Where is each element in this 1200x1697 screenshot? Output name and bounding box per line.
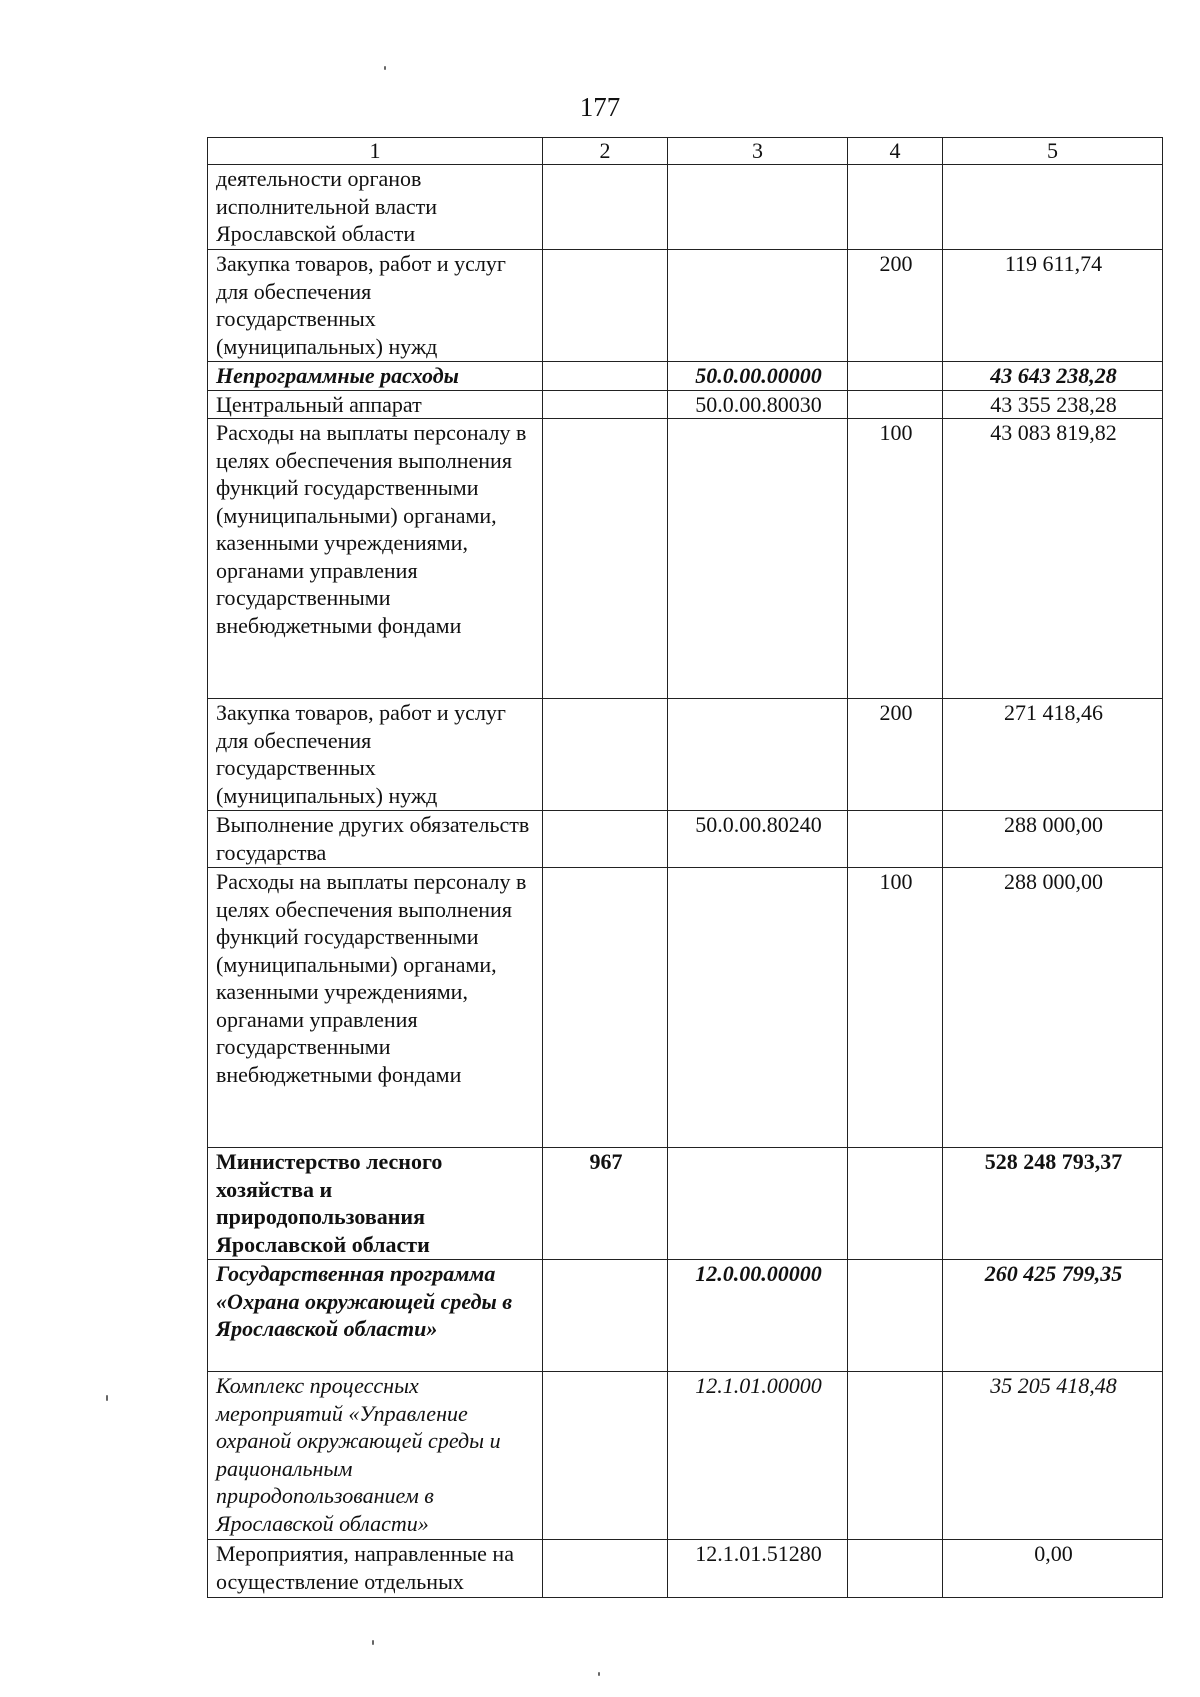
row-name: Расходы на выплаты персоналу в целях обеспечения выполнения функций государственными (муниципальными) органами, казенными учреждениями, органами управления государственными внебюджетными фондами xyxy=(208,419,543,699)
table-row xyxy=(208,868,1163,1148)
row-expense-type: 200 xyxy=(848,250,943,362)
row-target-code xyxy=(668,868,848,1148)
column-number-5: 5 xyxy=(943,138,1163,165)
row-amount: 43 643 238,28 xyxy=(943,362,1163,391)
budget-table xyxy=(207,137,1163,1598)
row-name: Комплекс процессных мероприятий «Управление охраной окружающей среды и рациональным природопользованием в Ярославской области» xyxy=(208,1372,543,1540)
row-expense-type: 100 xyxy=(848,868,943,1148)
row-amount: 35 205 418,48 xyxy=(943,1372,1163,1540)
row-amount xyxy=(943,165,1163,250)
row-amount: 271 418,46 xyxy=(943,699,1163,811)
table-row xyxy=(208,1540,1163,1598)
row-department xyxy=(543,1372,668,1540)
row-amount: 288 000,00 xyxy=(943,811,1163,868)
scan-speck xyxy=(106,1395,108,1401)
column-number-1: 1 xyxy=(208,138,543,165)
row-name: Центральный аппарат xyxy=(208,390,543,419)
table-row xyxy=(208,419,1163,699)
row-name: Непрограммные расходы xyxy=(208,362,543,391)
row-amount: 119 611,74 xyxy=(943,250,1163,362)
row-expense-type xyxy=(848,390,943,419)
table-row xyxy=(208,811,1163,868)
row-name: Государственная программа «Охрана окружающей среды в Ярославской области» xyxy=(208,1260,543,1372)
row-target-code: 50.0.00.80030 xyxy=(668,390,848,419)
row-target-code: 12.1.01.51280 xyxy=(668,1540,848,1598)
row-expense-type xyxy=(848,1540,943,1598)
row-target-code xyxy=(668,165,848,250)
row-name: Закупка товаров, работ и услуг для обеспечения государственных (муниципальных) нужд xyxy=(208,250,543,362)
row-department xyxy=(543,699,668,811)
row-department xyxy=(543,419,668,699)
row-name: деятельности органов исполнительной власти Ярославской области xyxy=(208,165,543,250)
row-expense-type xyxy=(848,1372,943,1540)
row-expense-type xyxy=(848,1148,943,1260)
row-expense-type: 200 xyxy=(848,699,943,811)
column-number-2: 2 xyxy=(543,138,668,165)
row-amount: 260 425 799,35 xyxy=(943,1260,1163,1372)
row-name: Закупка товаров, работ и услуг для обеспечения государственных (муниципальных) нужд xyxy=(208,699,543,811)
row-amount: 43 355 238,28 xyxy=(943,390,1163,419)
table-row xyxy=(208,699,1163,811)
table-row xyxy=(208,362,1163,391)
row-expense-type xyxy=(848,165,943,250)
row-department: 967 xyxy=(543,1148,668,1260)
row-target-code: 50.0.00.00000 xyxy=(668,362,848,391)
table-row xyxy=(208,1148,1163,1260)
row-name: Министерство лесного хозяйства и природопользования Ярославской области xyxy=(208,1148,543,1260)
row-amount: 43 083 819,82 xyxy=(943,419,1163,699)
row-department xyxy=(543,811,668,868)
row-target-code xyxy=(668,1148,848,1260)
row-expense-type xyxy=(848,1260,943,1372)
row-target-code xyxy=(668,250,848,362)
row-target-code xyxy=(668,419,848,699)
row-department xyxy=(543,1260,668,1372)
table-row xyxy=(208,1372,1163,1540)
table-row xyxy=(208,1260,1163,1372)
row-expense-type: 100 xyxy=(848,419,943,699)
table-row xyxy=(208,390,1163,419)
table-row xyxy=(208,250,1163,362)
row-name: Мероприятия, направленные на осуществление отдельных xyxy=(208,1540,543,1598)
row-name: Расходы на выплаты персоналу в целях обеспечения выполнения функций государственными (муниципальными) органами, казенными учреждениями, органами управления государственными внебюджетными фондами xyxy=(208,868,543,1148)
row-department xyxy=(543,250,668,362)
row-department xyxy=(543,1540,668,1598)
scan-speck xyxy=(372,1640,374,1645)
row-target-code xyxy=(668,699,848,811)
row-name: Выполнение других обязательств государства xyxy=(208,811,543,868)
row-department xyxy=(543,868,668,1148)
row-target-code: 12.0.00.00000 xyxy=(668,1260,848,1372)
page-number: 177 xyxy=(579,92,621,122)
column-number-4: 4 xyxy=(848,138,943,165)
column-number-row xyxy=(208,138,1163,165)
row-target-code: 12.1.01.00000 xyxy=(668,1372,848,1540)
scan-speck xyxy=(598,1672,600,1676)
row-department xyxy=(543,362,668,391)
row-amount: 528 248 793,37 xyxy=(943,1148,1163,1260)
row-amount: 288 000,00 xyxy=(943,868,1163,1148)
row-expense-type xyxy=(848,811,943,868)
row-department xyxy=(543,165,668,250)
row-department xyxy=(543,390,668,419)
scan-speck xyxy=(384,66,386,70)
row-target-code: 50.0.00.80240 xyxy=(668,811,848,868)
column-number-3: 3 xyxy=(668,138,848,165)
row-expense-type xyxy=(848,362,943,391)
row-amount: 0,00 xyxy=(943,1540,1163,1598)
table-row xyxy=(208,165,1163,250)
